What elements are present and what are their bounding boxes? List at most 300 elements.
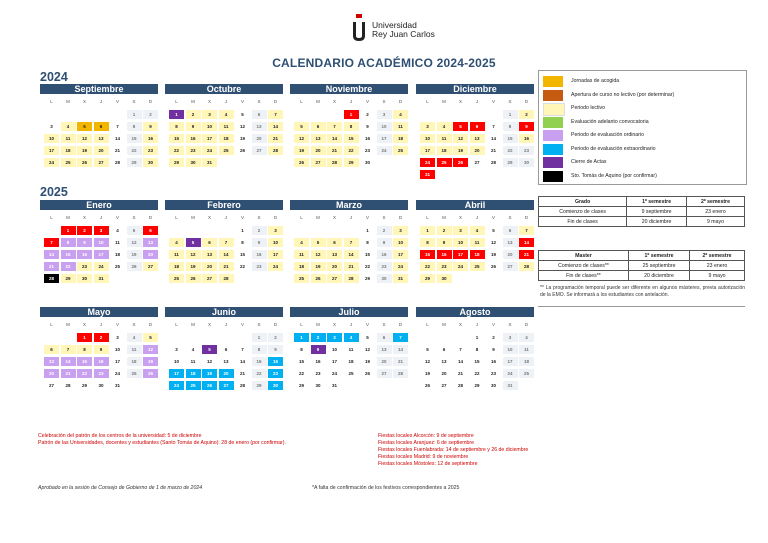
calendar-day: 7 — [519, 226, 534, 235]
weekday-label: J — [99, 215, 103, 220]
legend-swatch — [543, 117, 563, 128]
weekday-label: L — [50, 99, 53, 104]
month-noviembre — [290, 84, 408, 168]
calendar-day: 13 — [377, 345, 392, 354]
calendar-day: 9 — [186, 122, 201, 131]
calendar-day: 29 — [474, 382, 480, 388]
calendar-day: 15 — [127, 134, 142, 143]
calendar-day: 9 — [492, 346, 495, 352]
calendar-day: 10 — [94, 238, 109, 247]
calendar-day: 29 — [364, 275, 370, 281]
weekday-label: X — [458, 322, 462, 327]
calendar-day: 17 — [393, 250, 408, 259]
calendar-day: 9 — [437, 238, 452, 247]
calendar-day: 29 — [81, 382, 87, 388]
calendar-day: 17 — [114, 358, 120, 364]
table-row — [539, 217, 745, 227]
table-cell: 20 diciembre — [627, 217, 687, 227]
calendar-day: 13 — [441, 358, 447, 364]
calendar-day: 15 — [169, 134, 184, 143]
weekday-label: M — [66, 99, 70, 104]
calendar-day: 22 — [298, 370, 304, 376]
calendar-day: 29 — [127, 158, 142, 167]
calendar-day: 20 — [94, 146, 109, 155]
footer-line: Fiestas locales Alcorcón: 9 de septiembre — [378, 433, 474, 439]
table-header-cell: Master — [539, 251, 629, 261]
calendar-day: 1 — [77, 333, 92, 342]
calendar-day: 26 — [202, 381, 217, 390]
weekday-label: L — [426, 99, 429, 104]
weekday-label: V — [365, 99, 369, 104]
calendar-day: 6 — [224, 346, 228, 352]
calendar-day: 13 — [143, 238, 158, 247]
calendar-day: 5 — [77, 122, 92, 131]
footer-line: Fiestas locales Madrid: 9 de noviembre — [378, 454, 469, 460]
calendar-day: 15 — [61, 250, 76, 259]
calendar-day: 2 — [268, 333, 283, 342]
calendar-day: 8 — [252, 345, 267, 354]
calendar-day: 29 — [344, 158, 359, 167]
calendar-day: 11 — [115, 239, 120, 245]
legend-label: Periodo lectivo — [571, 105, 606, 111]
empty-cell — [311, 110, 326, 119]
calendar-day: 13 — [503, 238, 518, 247]
calendar-day: 28 — [114, 159, 120, 165]
calendar-day: 5 — [492, 227, 495, 233]
month-grid — [44, 319, 158, 391]
calendar-day: 15 — [474, 358, 480, 364]
calendar-day: 19 — [77, 146, 92, 155]
calendar-day: 15 — [298, 358, 304, 364]
calendar-day: 22 — [77, 369, 92, 378]
legend-label: Periodo de evaluación extraordinario — [571, 145, 656, 152]
calendar-day: 5 — [453, 122, 468, 131]
month-name: Septiembre — [40, 84, 158, 94]
calendar-day: 19 — [311, 262, 326, 271]
calendar-day: 9 — [143, 122, 158, 131]
calendar-day: 27 — [252, 146, 267, 155]
calendar-day: 27 — [94, 158, 109, 167]
calendar-day: 20 — [327, 262, 342, 271]
empty-cell — [437, 110, 452, 119]
empty-cell — [327, 226, 342, 235]
empty-cell — [94, 110, 109, 119]
calendar-day: 3 — [420, 122, 435, 131]
weekday-label: V — [365, 215, 369, 220]
month-agosto — [416, 307, 534, 391]
weekday-label: V — [115, 99, 119, 104]
legend-swatch — [543, 144, 563, 155]
weekday-label: S — [257, 99, 261, 104]
calendar-day: 26 — [364, 370, 370, 376]
calendar-day: 23 — [490, 370, 496, 376]
calendar-day: 17 — [202, 134, 217, 143]
calendar-day: 23 — [252, 262, 267, 271]
calendar-day: 9 — [94, 345, 109, 354]
calendar-day: 26 — [143, 369, 158, 378]
calendar-day: 12 — [364, 346, 370, 352]
calendar-day: 29 — [169, 158, 184, 167]
calendar-day: 10 — [114, 346, 120, 352]
weekday-label: D — [398, 99, 403, 104]
month-grid — [169, 319, 283, 391]
calendar-day: 23 — [77, 262, 92, 271]
calendar-day: 17 — [94, 250, 109, 259]
month-name: Abril — [416, 200, 534, 210]
calendar-day: 7 — [492, 123, 495, 129]
empty-cell — [453, 333, 468, 342]
calendar-day: 28 — [490, 159, 496, 165]
calendar-day: 4 — [191, 346, 195, 352]
month-julio — [290, 307, 408, 391]
calendar-day: 3 — [94, 226, 109, 235]
year-label-2025: 2025 — [40, 185, 68, 199]
calendar-day: 8 — [420, 238, 435, 247]
table-header — [539, 251, 745, 261]
calendar-day: 5 — [241, 111, 244, 117]
calendar-day: 31 — [503, 381, 518, 390]
calendar-day: 25 — [393, 146, 408, 155]
calendar-day: 25 — [127, 369, 142, 378]
month-marzo — [290, 200, 408, 284]
calendar-day: 18 — [437, 146, 452, 155]
empty-cell — [202, 333, 217, 342]
calendar-day: 10 — [503, 345, 518, 354]
legend-swatch — [543, 76, 563, 87]
weekday-label: X — [332, 99, 336, 104]
weekday-label: D — [524, 99, 529, 104]
calendar-day: 16 — [143, 134, 158, 143]
calendar-day: 24 — [202, 146, 217, 155]
weekday-label: M — [316, 322, 320, 327]
page-title: CALENDARIO ACADÉMICO 2024-2025 — [272, 56, 496, 70]
master-table — [538, 250, 745, 281]
calendar-day: 13 — [327, 250, 342, 259]
calendar-day: 25 — [114, 263, 120, 269]
weekday-label: S — [508, 99, 512, 104]
calendar-day: 16 — [77, 250, 92, 259]
calendar-day: 7 — [268, 110, 283, 119]
empty-cell — [186, 226, 201, 235]
empty-cell — [311, 226, 326, 235]
weekday-label: X — [332, 322, 336, 327]
calendar-day: 31 — [393, 274, 408, 283]
month-septiembre — [40, 84, 158, 168]
calendar-day: 27 — [441, 382, 447, 388]
calendar-day: 12 — [311, 250, 326, 259]
calendar-day: 13 — [202, 250, 217, 259]
calendar-day: 27 — [327, 274, 342, 283]
calendar-day: 24 — [44, 158, 59, 167]
legend-swatch — [543, 171, 563, 182]
calendar-day: 14 — [344, 250, 359, 259]
calendar-day: 13 — [470, 134, 485, 143]
calendar-day: 4 — [116, 227, 119, 233]
calendar-day: 4 — [127, 333, 142, 342]
calendar-day: 2 — [437, 226, 452, 235]
calendar-day: 29 — [420, 274, 435, 283]
calendar-day: 4 — [470, 226, 485, 235]
weekday-label: V — [115, 322, 119, 327]
table-cell: 9 mayo — [686, 217, 744, 227]
calendar-day: 20 — [311, 146, 326, 155]
calendar-day: 16 — [186, 134, 201, 143]
weekday-label: X — [207, 99, 211, 104]
calendar-day: 5 — [294, 122, 309, 131]
calendar-day: 27 — [474, 159, 480, 165]
weekday-label: V — [240, 215, 244, 220]
month-junio — [165, 307, 283, 391]
weekday-label: M — [191, 215, 195, 220]
calendar-day: 20 — [219, 369, 234, 378]
calendar-day: 20 — [202, 262, 217, 271]
calendar-day: 31 — [114, 382, 120, 388]
calendar-day: 25 — [61, 158, 76, 167]
weekday-label: V — [240, 322, 244, 327]
calendar-day: 2 — [252, 226, 267, 235]
calendar-day: 16 — [490, 358, 496, 364]
calendar-day: 12 — [206, 358, 212, 364]
table-row — [539, 207, 745, 217]
calendar-day: 18 — [348, 358, 354, 364]
calendar-day: 27 — [377, 369, 392, 378]
calendar-day: 17 — [331, 358, 337, 364]
calendar-day: 16 — [437, 250, 452, 259]
calendar-day: 12 — [424, 358, 430, 364]
calendar-day: 17 — [420, 146, 435, 155]
empty-cell — [186, 333, 201, 342]
weekday-label: M — [316, 99, 320, 104]
calendar-day: 8 — [61, 238, 76, 247]
month-name: Julio — [290, 307, 408, 317]
legend — [538, 70, 747, 185]
calendar-day: 16 — [364, 135, 370, 141]
calendar-day: 6 — [143, 226, 158, 235]
calendar-day: 7 — [61, 345, 76, 354]
table-header-cell: Grado — [539, 197, 627, 207]
calendar-day: 3 — [202, 110, 217, 119]
table-cell: 20 diciembre — [628, 271, 689, 281]
empty-cell — [235, 333, 250, 342]
month-name: Octubre — [165, 84, 283, 94]
empty-cell — [44, 110, 59, 119]
weekday-label: L — [426, 322, 429, 327]
calendar-day: 11 — [294, 250, 309, 259]
calendar-day: 17 — [503, 357, 518, 366]
weekday-label: D — [273, 99, 278, 104]
calendar-day: 28 — [344, 274, 359, 283]
weekday-label: D — [273, 322, 278, 327]
calendar-day: 18 — [294, 262, 309, 271]
table-header-cell: 1º semestre — [628, 251, 689, 261]
weekday-label: V — [240, 99, 244, 104]
calendar-day: 12 — [294, 134, 309, 143]
calendar-day: 6 — [252, 110, 267, 119]
calendar-day: 24 — [169, 381, 184, 390]
table-cell: 25 septiembre — [628, 261, 689, 271]
month-abril — [416, 200, 534, 284]
calendar-day: 18 — [519, 357, 534, 366]
weekday-label: V — [115, 215, 119, 220]
table-cell: Comienzo de clases — [539, 207, 627, 217]
calendar-day: 21 — [61, 369, 76, 378]
table-header-cell: 2º semestre — [690, 251, 745, 261]
calendar-day: 1 — [420, 226, 435, 235]
month-name: Noviembre — [290, 84, 408, 94]
weekday-label: D — [273, 215, 278, 220]
calendar-day: 21 — [44, 262, 59, 271]
empty-cell — [169, 333, 184, 342]
table-cell: 9 mayo — [690, 271, 745, 281]
calendar-day: 27 — [311, 158, 326, 167]
weekday-label: X — [458, 215, 462, 220]
weekday-label: L — [426, 215, 429, 220]
calendar-day: 22 — [420, 262, 435, 271]
calendar-day: 4 — [393, 110, 408, 119]
calendar-day: 28 — [239, 382, 245, 388]
calendar-day: 20 — [252, 134, 267, 143]
weekday-label: L — [300, 322, 303, 327]
weekday-label: S — [508, 322, 512, 327]
calendar-day: 29 — [252, 381, 267, 390]
calendar-day: 19 — [364, 358, 370, 364]
urjc-logo-icon — [352, 14, 366, 42]
calendar-day: 3 — [327, 333, 342, 342]
empty-cell — [61, 333, 76, 342]
calendar-day: 8 — [300, 346, 303, 352]
grado-table — [538, 196, 745, 227]
calendar-day: 27 — [202, 274, 217, 283]
calendar-day: 18 — [169, 262, 184, 271]
calendar-day: 12 — [186, 250, 201, 259]
calendar-day: 13 — [94, 134, 109, 143]
month-grid — [294, 212, 408, 284]
calendar-day: 24 — [331, 370, 337, 376]
empty-cell — [110, 110, 125, 119]
calendar-day: 6 — [202, 238, 217, 247]
calendar-day: 14 — [519, 238, 534, 247]
calendar-day: 30 — [268, 381, 283, 390]
divider — [538, 306, 745, 307]
month-grid — [420, 96, 534, 180]
calendar-day: 8 — [366, 239, 369, 245]
calendar-day: 23 — [94, 369, 109, 378]
calendar-day: 7 — [241, 346, 244, 352]
calendar-day: 30 — [377, 274, 392, 283]
footer-line: Celebración del patrón de los centros de la universidad: 5 de diciembre — [38, 433, 202, 439]
calendar-day: 24 — [503, 369, 518, 378]
calendar-day: 12 — [127, 238, 142, 247]
calendar-day: 5 — [426, 346, 429, 352]
calendar-day: 19 — [453, 146, 468, 155]
weekday-label: V — [365, 322, 369, 327]
calendar-day: 16 — [519, 134, 534, 143]
calendar-day: 18 — [393, 134, 408, 143]
weekday-label: S — [257, 215, 261, 220]
calendar-day: 22 — [252, 369, 267, 378]
calendar-day: 21 — [239, 370, 245, 376]
calendar-day: 8 — [127, 122, 142, 131]
calendar-day: 23 — [315, 370, 321, 376]
calendar-day: 27 — [143, 262, 158, 271]
empty-cell — [44, 226, 59, 235]
weekday-label: V — [491, 99, 495, 104]
calendar-day: 28 — [65, 382, 71, 388]
calendar-day: 11 — [348, 346, 354, 352]
calendar-day: 6 — [442, 346, 446, 352]
weekday-label: J — [349, 322, 353, 327]
calendar-day: 18 — [219, 134, 234, 143]
empty-cell — [420, 333, 435, 342]
month-grid — [169, 212, 283, 284]
calendar-day: 5 — [143, 333, 158, 342]
weekday-label: X — [458, 99, 462, 104]
legend-label: Evaluación adelanto convocatoria — [571, 118, 649, 125]
calendar-day: 6 — [44, 345, 59, 354]
calendar-day: 25 — [437, 158, 452, 167]
calendar-day: 13 — [44, 357, 59, 366]
calendar-day: 10 — [268, 238, 283, 247]
table-row — [539, 271, 745, 281]
weekday-label: D — [148, 99, 153, 104]
calendar-day: 24 — [453, 262, 468, 271]
calendar-day: 13 — [223, 358, 229, 364]
table-cell: 23 enero — [690, 261, 745, 271]
legend-swatch — [543, 157, 563, 168]
month-octubre — [165, 84, 283, 168]
calendar-day: 14 — [61, 357, 76, 366]
calendar-day: 6 — [311, 122, 326, 131]
weekday-label: L — [175, 215, 178, 220]
calendar-day: 28 — [457, 382, 463, 388]
month-enero — [40, 200, 158, 284]
legend-label: Cierre de Actas — [571, 159, 607, 165]
calendar-day: 24 — [393, 262, 408, 271]
month-name: Diciembre — [416, 84, 534, 94]
month-grid — [44, 212, 158, 284]
calendar-day: 16 — [94, 357, 109, 366]
weekday-label: D — [524, 215, 529, 220]
calendar-day: 25 — [470, 262, 485, 271]
calendar-day: 10 — [453, 238, 468, 247]
calendar-day: 26 — [424, 382, 430, 388]
calendar-day: 2 — [311, 333, 326, 342]
calendar-day: 22 — [474, 370, 480, 376]
calendar-day: 23 — [364, 147, 370, 153]
weekday-label: L — [175, 322, 178, 327]
empty-cell — [294, 110, 309, 119]
weekday-label: S — [382, 99, 386, 104]
calendar-day: 21 — [490, 147, 496, 153]
empty-cell — [219, 333, 234, 342]
weekday-label: J — [475, 99, 479, 104]
calendar-day: 11 — [470, 238, 485, 247]
calendar-day: 25 — [348, 370, 354, 376]
weekday-label: J — [349, 215, 353, 220]
calendar-day: 8 — [503, 122, 518, 131]
calendar-day: 15 — [344, 134, 359, 143]
calendar-day: 16 — [377, 250, 392, 259]
table-row — [539, 261, 745, 271]
calendar-day: 12 — [239, 123, 245, 129]
calendar-day: 7 — [44, 238, 59, 247]
calendar-day: 19 — [294, 146, 309, 155]
calendar-day: 22 — [61, 262, 76, 271]
weekday-label: M — [442, 99, 446, 104]
calendar-day: 7 — [344, 238, 359, 247]
empty-cell — [437, 333, 452, 342]
calendar-day: 6 — [503, 226, 518, 235]
